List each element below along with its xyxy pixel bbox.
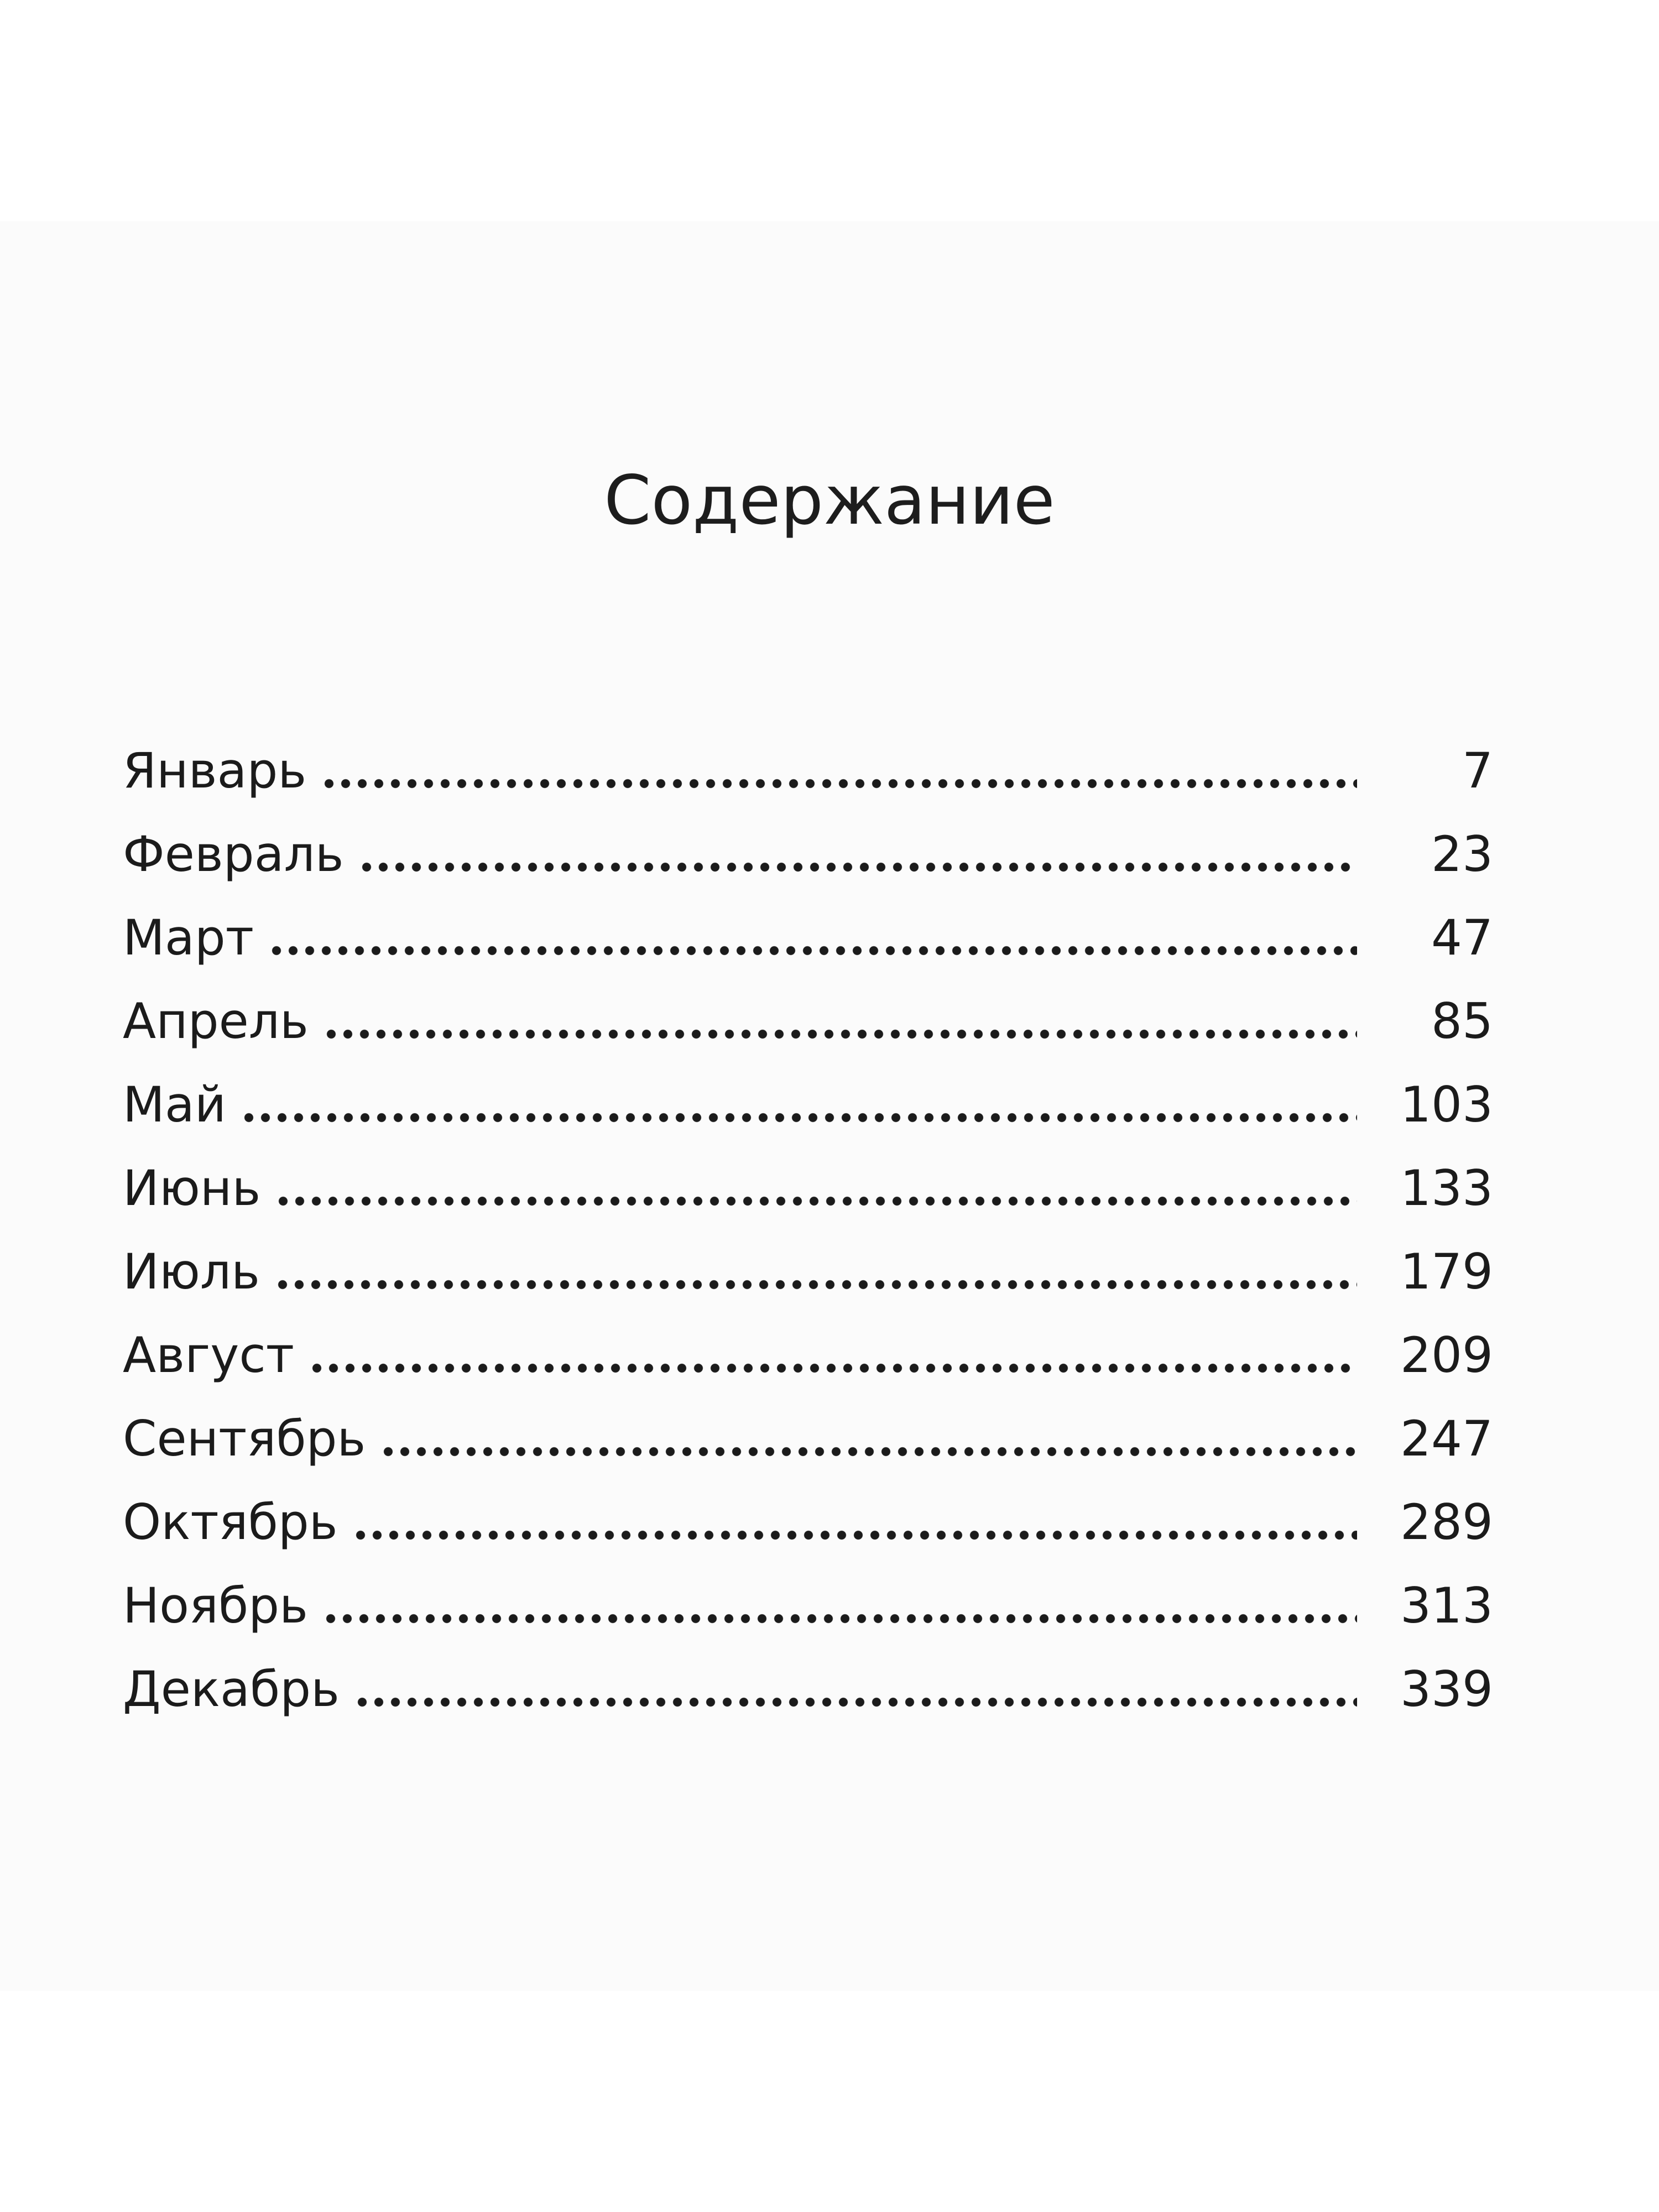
dot-leader (354, 1696, 1357, 1708)
toc-entry-page-number: 339 (1400, 1660, 1493, 1718)
toc-entry-may (123, 1063, 1493, 1146)
dot-leader (274, 1279, 1357, 1291)
toc-entry-july (123, 1230, 1493, 1313)
table-of-contents (123, 729, 1493, 1731)
toc-entry-label: Декабрь (123, 1660, 340, 1718)
dot-leader (241, 1112, 1357, 1124)
toc-entry-label: Июнь (123, 1159, 261, 1217)
toc-entry-page-number: 289 (1400, 1493, 1493, 1551)
toc-entry-label: Март (123, 909, 254, 966)
page-title: Содержание (604, 461, 1055, 540)
toc-entry-page-number: 7 (1462, 742, 1493, 799)
toc-entry-august (123, 1313, 1493, 1397)
dot-leader (358, 861, 1357, 873)
toc-entry-label: Февраль (123, 825, 344, 883)
dot-leader (309, 1362, 1357, 1374)
toc-entry-page-number: 103 (1400, 1076, 1493, 1133)
toc-entry-page-number: 179 (1400, 1243, 1493, 1300)
toc-entry-april (123, 979, 1493, 1063)
toc-entry-label: Сентябрь (123, 1410, 366, 1467)
toc-entry-page-number: 23 (1431, 825, 1493, 883)
toc-entry-page-number: 313 (1400, 1577, 1493, 1634)
toc-entry-january (123, 729, 1493, 812)
toc-entry-march (123, 896, 1493, 979)
dot-leader (321, 778, 1357, 790)
dot-leader (380, 1446, 1357, 1458)
toc-entry-label: Май (123, 1076, 227, 1133)
toc-entry-june (123, 1146, 1493, 1230)
toc-entry-label: Апрель (123, 992, 309, 1050)
toc-entry-november (123, 1564, 1493, 1647)
dot-leader (275, 1195, 1357, 1207)
toc-entry-label: Июль (123, 1243, 260, 1300)
toc-entry-page-number: 247 (1400, 1410, 1493, 1467)
toc-entry-label: Ноябрь (123, 1577, 308, 1634)
toc-entry-label: Январь (123, 742, 307, 799)
dot-leader (268, 945, 1357, 957)
toc-entry-september (123, 1397, 1493, 1480)
toc-entry-label: Август (123, 1326, 295, 1384)
toc-entry-page-number: 47 (1431, 909, 1493, 966)
dot-leader (323, 1028, 1357, 1040)
toc-entry-december (123, 1647, 1493, 1731)
dot-leader (322, 1613, 1357, 1625)
toc-entry-page-number: 209 (1400, 1326, 1493, 1384)
toc-entry-page-number: 85 (1431, 992, 1493, 1050)
toc-entry-label: Октябрь (123, 1493, 338, 1551)
dot-leader (352, 1529, 1357, 1541)
toc-entry-october (123, 1480, 1493, 1564)
toc-entry-february (123, 812, 1493, 896)
toc-entry-page-number: 133 (1400, 1159, 1493, 1217)
